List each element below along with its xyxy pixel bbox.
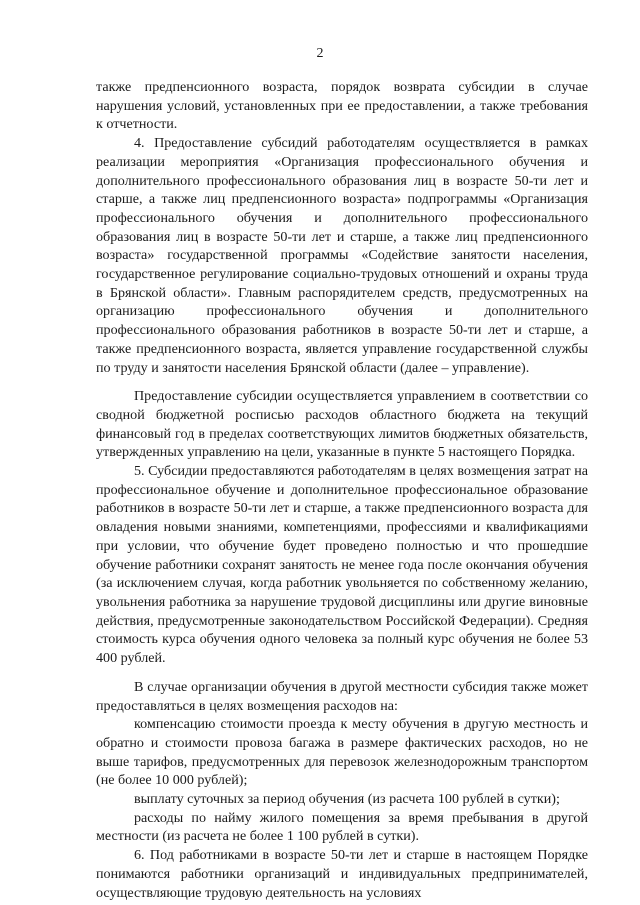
paragraph-item-5: 5. Субсидии предоставляются работодателям в целях возмещения затрат на профессиональное обучение и дополнительное профессиональное образование работников в возрасте 50-ти лет и старше, а также предпенсионного возраста для овладения новыми знаниями, компетенциями, профессиями и квалификациями при условии, что обучение будет проведено полностью и что прошедшие обучение работники сохранят занятость не менее года после окончания обучения (за исключением случая, когда работник увольняется по собственному желанию, увольнения работника за нарушение трудовой дисциплины или другие виновные действия, предусмотренные законодательством Российской Федерации). Средняя стоимость курса обучения одного человека за полный курс обучения не более 53 400 рублей. bbox=[96, 463, 588, 667]
paragraph-housing-expenses: расходы по найму жилого помещения за время пребывания в другой местности (из расчета не более 1 100 рублей в сутки). bbox=[96, 809, 588, 845]
paragraph-item-4: 4. Предоставление субсидий работодателям осуществляется в рамках реализации мероприятия «Организация профессионального обучения и дополнительного профессионального образования лиц в возрасте 50-ти лет и старше, а также лиц предпенсионного возраста» подпрограммы «Организация профессионального обучения и дополнительного профессионального образования лиц в возрасте 50-ти лет и старше, а также лиц предпенсионного возраста» государственной программы «Содействие занятости населения, государственное регулирование социально-трудовых отношений и охраны труда в Брянской области». Главным распорядителем средств, предусмотренных на организацию профессионального обучения и дополнительного профессионального образования работников в возрасте 50-ти лет и старше, а также предпенсионного возраста, является управление государственной службы по труду и занятости населения Брянской области (далее – управление). bbox=[96, 135, 588, 376]
page-number: 2 bbox=[316, 46, 324, 61]
paragraph-item-6: 6. Под работниками в возрасте 50-ти лет и старше в настоящем Порядке понимаются работники организаций и индивидуальных предпринимателей, осуществляющие трудовую деятельность на условиях bbox=[96, 847, 588, 901]
paragraph-travel-compensation: компенсацию стоимости проезда к месту обучения в другую местность и обратно и стоимости провоза багажа в размере фактических расходов, но не выше тарифов, предусмотренных для перевозок железнодорожным транспортом (не более 10 000 рублей); bbox=[96, 716, 588, 789]
paragraph-other-locality: В случае организации обучения в другой местности субсидия также может предоставляться в целях возмещения расходов на: bbox=[96, 678, 588, 714]
paragraph-continuation: также предпенсионного возраста, порядок возврата субсидии в случае нарушения условий, установленных при ее предоставлении, а также требования к отчетности. bbox=[96, 79, 588, 133]
paragraph-daily-allowance: выплату суточных за период обучения (из расчета 100 рублей в сутки); bbox=[134, 791, 560, 808]
document-body bbox=[96, 78, 588, 902]
paragraph-subsidy-provision: Предоставление субсидии осуществляется управлением в соответствии со сводной бюджетной росписью расходов областного бюджета на текущий финансовый год в пределах соответствующих лимитов бюджетных обязательств, утвержденных управлению на цели, указанные в пункте 5 настоящего Порядка. bbox=[96, 388, 588, 461]
